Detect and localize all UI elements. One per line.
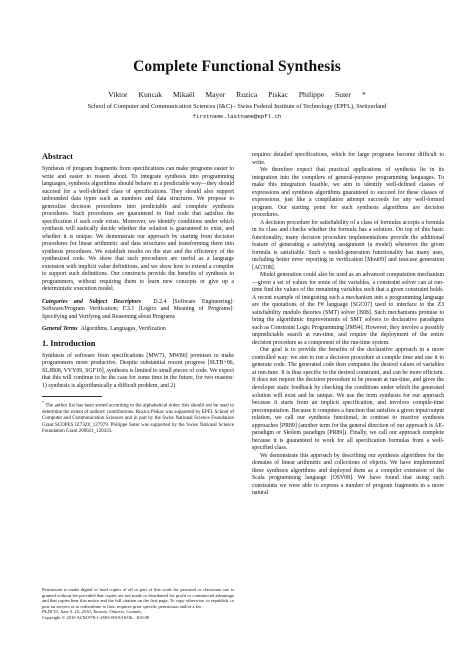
right-paragraph-2: We therefore expect that practical applications of synthesis lie in its integration into the compilers of general-purpose programming languages. To make this integration feasible, we aim to identify well-defined classes of expressions and synthesis algorithms guaranteed to succeed for these classes of expressions, just like a compilation attempt succeeds for any well-formed program. Our starting point for such synthesis algorithms are decision procedures.	[252, 167, 444, 219]
copyright-line: Copyright © 2010 ACM 978-1-4503-0019/10/06... $10.00	[42, 614, 150, 620]
terms-label: General Terms	[42, 326, 78, 333]
right-paragraph-6: We demonstrate this approach by describing our synthesis algorithms for the domains of linear arithmetic and collections of objects. We have implemented these synthesis algorithms and deployed them as a compiler extension of the Scala programming language [OSV08]. We have found that using such constraints we were able to express a number of program fragments in a more natural	[252, 452, 444, 497]
intro-text: Synthesis of software from specifications [MW71, MW80] promises to make programmers more productive. Despite substantial recent progress [SLTB+06, SLJB08, VYY09, SGF10], synthesis is limited to small pieces of code. We expect that this will continue to be the case for some time in the future, for two reasons: 1) synthesis is algorithmically a difficult problem, and 2)	[42, 352, 234, 389]
footnote-divider	[42, 396, 102, 397]
intro-heading: 1. Introduction	[42, 338, 96, 348]
terms-text: Algorithms, Languages, Verification	[80, 326, 166, 333]
abstract-text: Synthesis of program fragments from specifications can make programs easier to write and easier to reason about. To integrate synthesis into programming languages, synthesis algorithms should behave in a predictable way—they should succeed for a well-defined class of specifications. They should also support unbounded data types such as numbers and data structures. We propose to generalize decision procedures into predictable and complete synthesis procedures. Such procedures are guaranteed to find code that satisfies the specification if such code exists. Moreover, we identify conditions under which synthesis will statically decide whether the solution is guaranteed to exist, and whether it is unique. We demonstrate our approach by starting from decision procedures for linear arithmetic and data structures and transforming them into synthesis procedures. We establish results on the size and the efficiency of the synthesized code. We show that such procedures are useful as a language extension with implicit value definitions, and we show how to extend a compiler to support such definitions. Our constructs provide the benefits of synthesis to programmers, without requiring them to learn new concepts or give up a deterministic execution model.	[42, 166, 234, 293]
permission-text: Permission to make digital or hard copies of all or part of this work for personal or classroom use is granted without fee provided that copies are not made or distributed for profit or commercial advantage and that copies bear this notice and the full citation on the first page. To copy otherwise, to republish, to post on servers or to redistribute to lists, requires prior specific permission and/or a fee.	[42, 587, 234, 609]
footnote-marker: *	[42, 400, 44, 406]
right-paragraph-5: Our goal is to provide the benefits of the declarative approach in a more controlled way: we aim to run a decision procedure at compile time and use it to generate code. The generated code then computes the desired values of variables at run-time. It is thus specific to the desired constraint, and can be more efficient. It does not require the decision procedure to be present at run-time, and gives the developer static feedback by checking the conditions under which the generated solution will exist and be unique. We use the term synthesis for our approach because it starts from an implicit specification, and involves compile-time precomputation. Because it computes a function that satisfies a given input/output relation, we call our synthesis functional, in contrast to reactive synthesis approaches [PR89] (another term for the general direction of our approach is AE-paradigm or Skolem paradigm [PR89]). Finally, we call our approach complete because it is guaranteed to work for all specification formulas from a well-specified class.	[252, 347, 444, 452]
author-email: firstname.lastname@epfl.ch	[192, 113, 282, 120]
right-paragraph-4: Model generation could also be used as an advanced computation mechanism—given a set of values for some of the variables, a constraint solver can at run-time find the values of the remaining variables such that a given constraint holds. A recent example of integrating such a mechanism into a programming language are the quotations of the F# language [SGC07] used to interface to the Z3 satisfiability modulo theories (SMT) solver [B08]. Such mechanisms promise to bring the algorithmic improvements of SMT solvers to declarative paradigms such as Constraint Logic Programming [JM94]. However, they involve a possibly unpredictable search at run-time, and require the deployment of the entire decision procedure as a component of the run-time system.	[252, 272, 444, 346]
left-column	[42, 152, 234, 435]
paper-title: Complete Functional Synthesis	[133, 58, 341, 75]
categories-label: Categories and Subject Descriptors	[42, 298, 141, 305]
affiliation: School of Computer and Communication Sciences (I&C) - Swiss Federal Institute of Technology (EPFL), Switzerland	[87, 103, 387, 110]
abstract-heading: Abstract	[42, 152, 73, 161]
right-paragraph-3: A decision procedure for satisfiability of a class of formulas accepts a formula in its class and checks whether the formula has a solution. On top of this basic functionality, many decision procedure implementations provide the additional feature of generating a satisfying assignment (a model) whenever the given formula is satisfiable. Such a model-generation functionality has many uses, including better error reporting in verification [Mou09] and testcase generation [AGT08].	[252, 219, 444, 271]
right-column	[252, 152, 444, 498]
permission-block	[42, 587, 234, 621]
right-paragraph-1: requires detailed specifications, which for large programs become difficult to write.	[252, 152, 444, 166]
venue-line: PLDI'10, June 5–10, 2010, Toronto, Ontario, Canada.	[42, 609, 142, 615]
categories-text: D.2.4 [Software Engineering]: Software/Program Verification; F.3.1 [Logics and Meaning of Programs]: Specifying and Verifying and Reasoning about Programs	[42, 298, 235, 320]
footnote-text: The author list has been sorted according to the alphabetical order; this should not be used to determine the extent of authors' contributions. Ruzica Piskac was supported by EPFL School of Computer and Communication Sciences and in part by the Swiss National Science Foundation Grant SCOPES IZ73Z0_127979. Philippe Suter was supported by the Swiss National Science Foundation Grant 200021_120433.	[42, 404, 234, 434]
author-footnote	[42, 400, 234, 435]
author-list: Viktor Kuncak Mikaël Mayer Ruzica Piskac Philippe Suter *	[108, 90, 366, 99]
categories-paragraph	[42, 299, 234, 322]
terms-paragraph	[42, 326, 234, 334]
